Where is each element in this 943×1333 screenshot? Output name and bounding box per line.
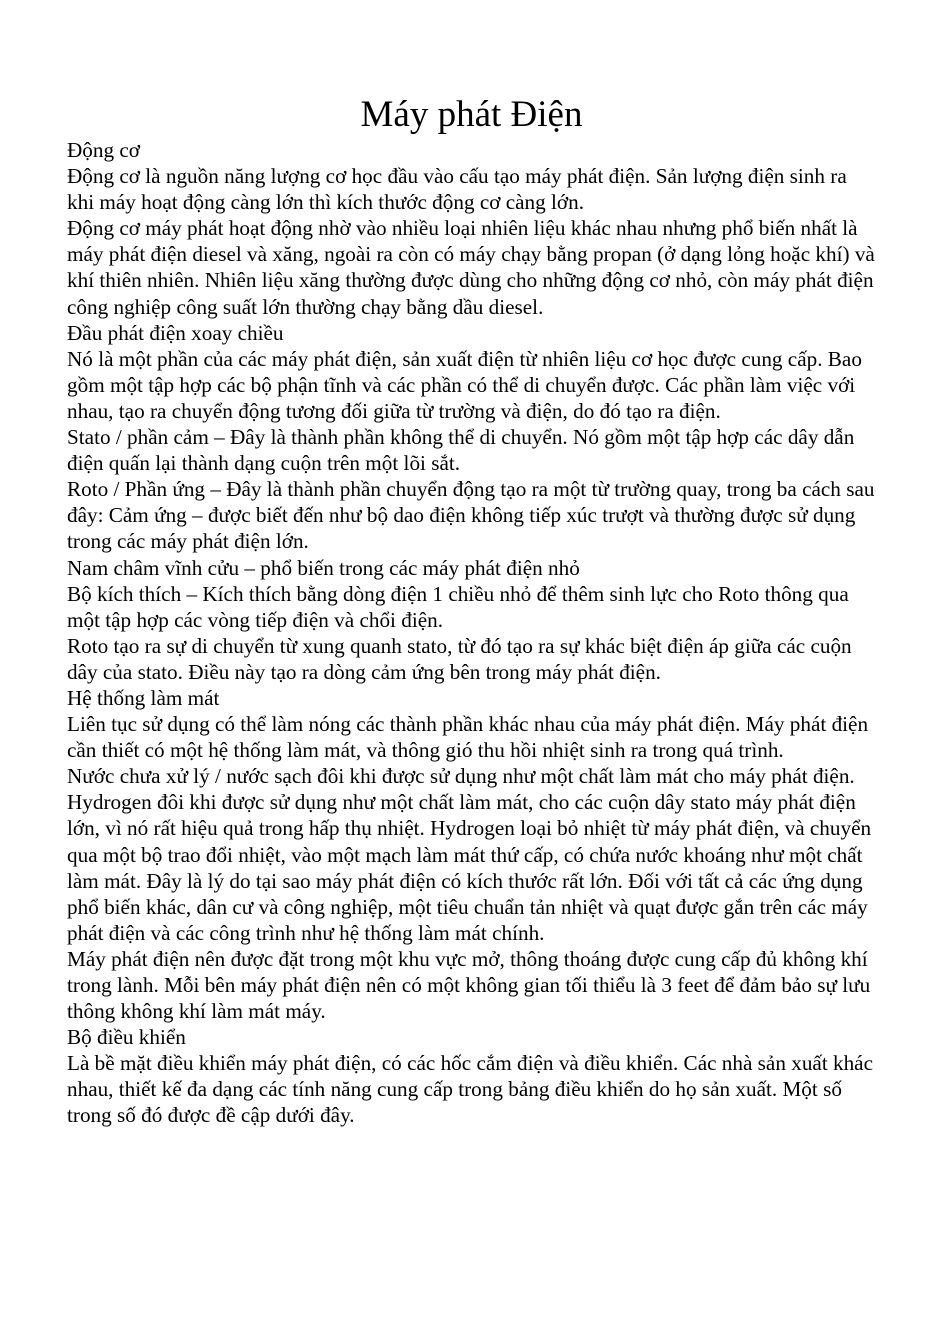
paragraph: Động cơ là nguồn năng lượng cơ học đầu vào cấu tạo máy phát điện. Sản lượng điện sinh ra khi máy hoạt động càng lớn thì kích thước động cơ càng lớn. bbox=[67, 164, 847, 215]
heading-engine: Động cơ bbox=[67, 138, 140, 162]
paragraph: Máy phát điện nên được đặt trong một khu vực mở, thông thoáng được cung cấp đủ không khí trong lành. Mỗi bên máy phát điện nên có một không gian tối thiểu là 3 feet để đảm bảo sự lưu thông không khí làm mát máy. bbox=[67, 946, 871, 1024]
paragraph: Roto tạo ra sự di chuyển từ xung quanh stato, từ đó tạo ra sự khác biệt điện áp giữa các cuộn dây của stato. Điều này tạo ra dòng cảm ứng bên trong máy phát điện. bbox=[67, 633, 852, 684]
paragraph: Nước chưa xử lý / nước sạch đôi khi được sử dụng như một chất làm mát cho máy phát điện. Hydrogen đôi khi được sử dụng như một chất làm mát, cho các cuộn dây stato máy phát điện lớn, vì nó rất hiệu quả trong hấp thụ nhiệt. Hydrogen loại bỏ nhiệt từ máy phát điện, và chuyển qua một bộ trao đổi nhiệt, vào một mạch làm mát thứ cấp, có chứa nước khoáng như một chất làm mát. Đây là lý do tại sao máy phát điện có kích thước rất lớn. Đối với tất cả các ứng dụng phổ biến khác, dân cư và công nghiệp, một tiêu chuẩn tản nhiệt và quạt được gắn trên các máy phát điện và các công trình như hệ thống làm mát chính. bbox=[67, 764, 872, 945]
paragraph: Liên tục sử dụng có thể làm nóng các thành phần khác nhau của máy phát điện. Máy phát điện cần thiết có một hệ thống làm mát, và thông gió thu hồi nhiệt sinh ra trong quá trình. bbox=[67, 712, 869, 763]
heading-alternator: Đầu phát điện xoay chiều bbox=[67, 320, 284, 345]
paragraph: Bộ kích thích – Kích thích bằng dòng điện 1 chiều nhỏ để thêm sinh lực cho Roto thông qua một tập hợp các vòng tiếp điện và chổi điện. bbox=[67, 581, 849, 632]
paragraph: Là bề mặt điều khiển máy phát điện, có các hốc cắm điện và điều khiển. Các nhà sản xuất khác nhau, thiết kế đa dạng các tính năng cung cấp trong bảng điều khiển do họ sản xuất. Một số trong số đó được đề cập dưới đây. bbox=[67, 1051, 873, 1128]
paragraph: Nam châm vĩnh cửu – phổ biến trong các máy phát điện nhỏ bbox=[67, 555, 580, 580]
paragraph: Stato / phần cảm – Đây là thành phần không thể di chuyển. Nó gồm một tập hợp các dây dẫn điện quấn lại thành dạng cuộn trên một lõi sắt. bbox=[67, 425, 855, 476]
paragraph: Nó là một phần của các máy phát điện, sản xuất điện từ nhiên liệu cơ học được cung cấp. Bao gồm một tập hợp các bộ phận tĩnh và các phần có thể di chuyển được. Các phần làm việc với nhau, tạo ra chuyển động tương đối giữa từ trường và điện, do đó tạo ra điện. bbox=[67, 346, 862, 423]
heading-cooling-system: Hệ thống làm mát bbox=[67, 685, 220, 710]
paragraph: Động cơ máy phát hoạt động nhờ vào nhiều loại nhiên liệu khác nhau nhưng phổ biến nhất là máy phát điện diesel và xăng, ngoài ra còn có máy chạy bằng propan (ở dạng lỏng hoặc khí) và khí thiên nhiên. Nhiên liệu xăng thường được dùng cho những động cơ nhỏ, còn máy phát điện công nghiệp công suất lớn thường chạy bằng dầu diesel. bbox=[67, 216, 875, 319]
paragraph: Roto / Phần ứng – Đây là thành phần chuyển động tạo ra một từ trường quay, trong ba cách sau đây: Cảm ứng – được biết đến như bộ dao điện không tiếp xúc trượt và thường được sử dụng trong các máy phát điện lớn. bbox=[67, 477, 875, 554]
document-body bbox=[67, 137, 879, 1129]
heading-control-panel: Bộ điều khiển bbox=[67, 1025, 186, 1050]
page-title: Máy phát Điện bbox=[360, 94, 583, 135]
